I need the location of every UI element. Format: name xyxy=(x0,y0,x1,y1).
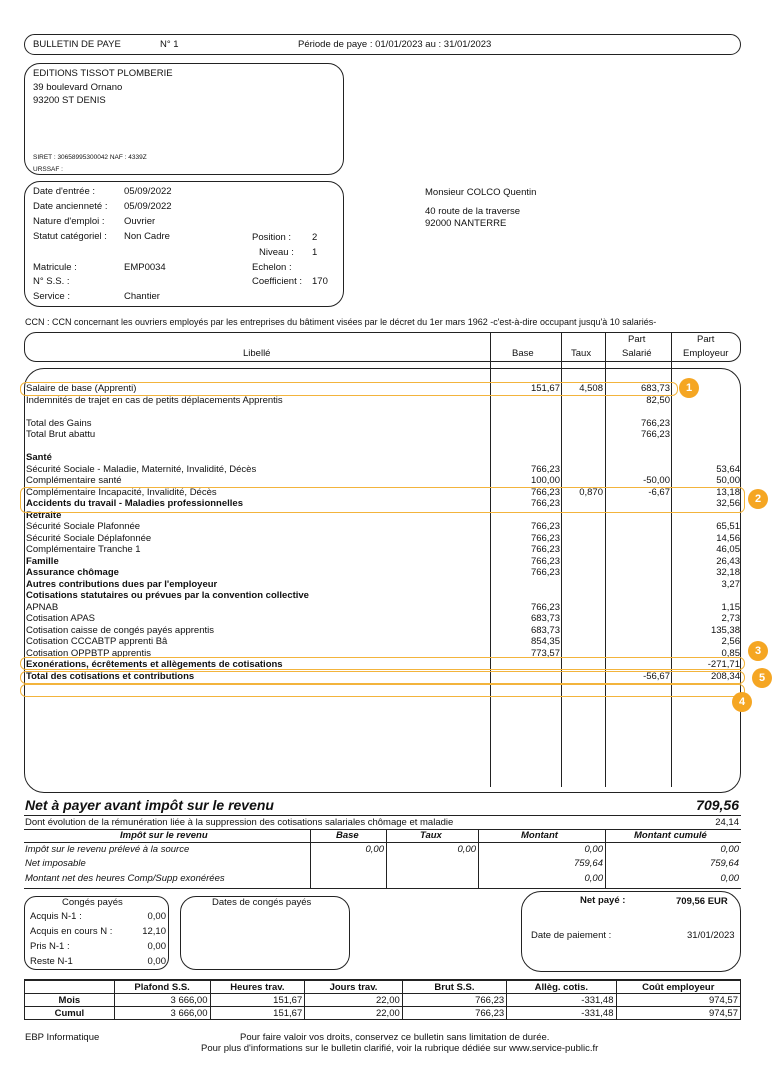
pay-line-salarie: 683,73 xyxy=(640,383,670,394)
cumul-cell: 22,00 xyxy=(305,994,403,1007)
col-taux: Taux xyxy=(571,348,592,359)
pay-line-salarie: -56,67 xyxy=(643,670,670,682)
employee-info-right-value: 1 xyxy=(312,247,318,258)
recipient-address2: 92000 NANTERRE xyxy=(425,218,507,229)
pay-line-label: Total Brut abattu xyxy=(26,429,96,440)
pay-line-label: Salaire de base (Apprenti) xyxy=(26,383,137,394)
col-base: Base xyxy=(512,348,534,359)
pay-line-base: 766,23 xyxy=(530,555,560,567)
tax-header: Montant xyxy=(521,830,558,841)
cumul-header: Jours trav. xyxy=(305,980,403,994)
conges-value: 0,00 xyxy=(147,956,166,967)
cumul-row-label: Cumul xyxy=(25,1007,115,1020)
pay-line-employeur: 14,56 xyxy=(716,532,740,544)
pay-line-salarie: 766,23 xyxy=(640,417,670,429)
employee-info-value: 05/09/2022 xyxy=(124,201,172,212)
ccn-text: CCN : CCN concernant les ouvriers employés par les entreprises du bâtiment visées par le décret du 1er mars 1962 -c'est-à-dire occupant jusqu'à 10 salariés- xyxy=(25,317,657,327)
cumul-cell: -331,48 xyxy=(507,994,616,1007)
employee-info-label: Service : xyxy=(33,291,70,302)
pay-line-label: Complémentaire Incapacité, Invalidité, Décès xyxy=(26,486,217,498)
highlight-3 xyxy=(20,657,745,670)
pay-line-base: 766,23 xyxy=(530,498,560,509)
payment-date-label: Date de paiement : xyxy=(531,930,612,941)
cumul-cell: 3 666,00 xyxy=(114,1007,210,1020)
pay-line-label: Sécurité Sociale - Maladie, Maternité, Invalidité, Décès xyxy=(26,463,257,475)
pay-line-employeur: 50,00 xyxy=(716,475,740,486)
pay-line-base: 766,23 xyxy=(530,486,560,498)
pay-line-base: 766,23 xyxy=(530,544,560,555)
net-paye-value: 709,56 EUR xyxy=(676,896,728,907)
employer-name: EDITIONS TISSOT PLOMBERIE xyxy=(33,68,173,79)
pay-line-label: Autres contributions dues par l'employeur xyxy=(26,578,218,590)
table-row xyxy=(0,533,780,545)
employee-info-value: 05/09/2022 xyxy=(124,186,172,197)
pay-line-base: 683,73 xyxy=(530,624,560,636)
tax-header: Base xyxy=(336,830,359,841)
table-row xyxy=(0,475,780,487)
net-evolution-value: 24,14 xyxy=(715,817,739,828)
cumul-cell: 151,67 xyxy=(210,1007,305,1020)
pay-line-salarie: 766,23 xyxy=(640,429,670,440)
table-row xyxy=(0,395,780,407)
tax-row-cumul: 0,00 xyxy=(720,844,739,855)
employee-info-label: Nature d'emploi : xyxy=(33,216,105,227)
table-row xyxy=(25,994,741,1007)
pay-period: Période de paye : 01/01/2023 au : 31/01/2023 xyxy=(298,39,492,50)
pay-line-label: Cotisation APAS xyxy=(26,613,96,624)
table-row xyxy=(0,441,780,453)
footer-line1: Pour faire valoir vos droits, conservez ce bulletin sans limitation de durée. xyxy=(240,1032,550,1043)
pay-line-label: Cotisations statutaires ou prévues par la convention collective xyxy=(26,590,309,601)
employee-info-box xyxy=(24,181,344,307)
pay-line-employeur: 135,38 xyxy=(710,624,740,636)
tax-row-taux: 0,00 xyxy=(457,844,476,855)
conges-label: Acquis en cours N : xyxy=(30,926,113,937)
employer-siret: SIRET : 30658995300042 NAF : 4339Z xyxy=(33,154,147,161)
employer-address1: 39 boulevard Ornano xyxy=(33,82,123,93)
conges-label: Acquis N-1 : xyxy=(30,911,82,922)
pay-line-base: 773,57 xyxy=(530,647,560,659)
cumul-header xyxy=(25,980,115,994)
col-part-employeur: Part xyxy=(697,334,715,345)
employee-info-label: Statut catégoriel : xyxy=(33,231,107,242)
tax-row-label: Montant net des heures Comp/Supp exonérées xyxy=(25,873,225,884)
employee-info-value: EMP0034 xyxy=(124,262,166,273)
tax-header: Montant cumulé xyxy=(634,830,707,841)
net-evolution-label: Dont évolution de la rémunération liée à la suppression des cotisations salariales chômage et maladie xyxy=(25,817,454,828)
footer-line2: Pour plus d'informations sur le bulletin clarifié, voir la rubrique dédiée sur www.service-public.fr xyxy=(201,1043,599,1054)
pay-line-salarie: 82,50 xyxy=(646,394,670,406)
badge-2: 2 xyxy=(748,489,768,509)
cumul-cell: 766,23 xyxy=(402,1007,506,1020)
table-row xyxy=(0,590,780,602)
pay-line-base: 683,73 xyxy=(530,613,560,624)
table-row xyxy=(0,464,780,476)
cumul-table xyxy=(24,979,741,1020)
pay-line-base: 151,67 xyxy=(530,383,560,394)
employee-info-label: N° S.S. : xyxy=(33,276,70,287)
employer-urssaf: URSSAF : xyxy=(33,166,63,173)
net-label: Net à payer avant impôt sur le revenu xyxy=(25,797,274,813)
cumul-cell: 22,00 xyxy=(305,1007,403,1020)
pay-line-employeur: 65,51 xyxy=(716,521,740,532)
pay-line-employeur: 32,18 xyxy=(716,567,740,578)
table-row xyxy=(0,625,780,637)
col-part-salarie: Part xyxy=(628,334,646,345)
pay-line-label: Complémentaire santé xyxy=(26,475,122,486)
pay-line-employeur: 26,43 xyxy=(716,555,740,567)
cumul-header: Allèg. cotis. xyxy=(507,980,616,994)
table-row xyxy=(0,406,780,418)
employee-info-right-value: 170 xyxy=(312,276,328,287)
conges-label: Reste N-1 xyxy=(30,956,73,967)
pay-line-salarie: -6,67 xyxy=(648,486,670,498)
highlight-1 xyxy=(20,382,678,396)
conges-value: 0,00 xyxy=(147,911,166,922)
pay-line-base: 766,23 xyxy=(530,463,560,475)
dates-conges-title: Dates de congés payés xyxy=(212,897,312,908)
cumul-header: Coût employeur xyxy=(616,980,740,994)
cumul-row-label: Mois xyxy=(25,994,115,1007)
pay-line-label: Cotisation CCCABTP apprenti Bâ xyxy=(26,636,168,647)
tax-row-cumul: 759,64 xyxy=(709,858,739,869)
pay-line-employeur: 0,85 xyxy=(721,647,740,659)
employee-info-right-value: 2 xyxy=(312,232,318,243)
pay-line-base: 766,23 xyxy=(530,567,560,578)
highlight-2 xyxy=(20,487,745,513)
pay-line-base: 766,23 xyxy=(530,601,560,613)
conges-label: Pris N-1 : xyxy=(30,941,70,952)
pay-line-label: Cotisation caisse de congés payés apprentis xyxy=(26,624,215,636)
tax-row-montant: 759,64 xyxy=(573,858,603,869)
conges-value: 12,10 xyxy=(142,926,166,937)
employee-info-label: Matricule : xyxy=(33,262,77,273)
tax-row-montant: 0,00 xyxy=(584,844,603,855)
footer-left: EBP Informatique xyxy=(25,1032,100,1043)
recipient-name: Monsieur COLCO Quentin xyxy=(425,187,537,198)
net-value: 709,56 xyxy=(696,797,739,813)
col-employeur: Employeur xyxy=(683,348,729,359)
table-row xyxy=(0,613,780,625)
pay-line-base: 766,23 xyxy=(530,532,560,544)
pay-line-label: Retraite xyxy=(26,509,62,521)
table-row xyxy=(0,602,780,614)
cumul-cell: 151,67 xyxy=(210,994,305,1007)
pay-line-label: Complémentaire Tranche 1 xyxy=(26,544,141,555)
badge-5: 5 xyxy=(752,668,772,688)
table-row xyxy=(0,418,780,430)
pay-line-label: Total des Gains xyxy=(26,417,92,429)
cumul-cell: -331,48 xyxy=(507,1007,616,1020)
col-salarie: Salarié xyxy=(622,348,652,359)
pay-line-employeur: 32,56 xyxy=(716,498,740,509)
table-row xyxy=(0,579,780,591)
employee-info-value: Ouvrier xyxy=(124,216,156,227)
pay-line-base: 854,35 xyxy=(530,636,560,647)
pay-line-employeur: 46,05 xyxy=(716,544,740,555)
pay-line-employeur: 1,15 xyxy=(721,601,740,613)
employee-info-value: Non Cadre xyxy=(124,231,170,242)
cumul-header: Plafond S.S. xyxy=(114,980,210,994)
table-row xyxy=(25,1007,741,1020)
conges-title: Congés payés xyxy=(62,897,123,908)
table-row xyxy=(0,544,780,556)
pay-line-base: 766,23 xyxy=(530,521,560,532)
pay-line-taux: 0,870 xyxy=(579,486,603,498)
highlight-4 xyxy=(20,684,745,697)
pay-line-taux: 4,508 xyxy=(579,383,603,394)
table-row xyxy=(0,567,780,579)
pay-line-label: Sécurité Sociale Déplafonnée xyxy=(26,532,152,544)
bulletin-number: N° 1 xyxy=(160,39,179,50)
tax-row-montant: 0,00 xyxy=(584,873,603,884)
pay-line-employeur: 2,73 xyxy=(721,613,740,624)
employee-info-label: Date d'entrée : xyxy=(33,186,96,197)
pay-line-label: Sécurité Sociale Plafonnée xyxy=(26,521,141,532)
pay-line-label: Famille xyxy=(26,555,59,567)
highlight-5 xyxy=(20,671,745,684)
employee-info-right-label: Echelon : xyxy=(252,262,292,273)
tax-header: Taux xyxy=(420,830,442,841)
conges-value: 0,00 xyxy=(147,941,166,952)
pay-line-employeur: 208,34 xyxy=(710,670,740,682)
employee-info-label: Date ancienneté : xyxy=(33,201,108,212)
table-row xyxy=(0,429,780,441)
document-title: BULLETIN DE PAYE xyxy=(33,39,121,50)
pay-line-label: APNAB xyxy=(26,601,59,613)
badge-4: 4 xyxy=(732,692,752,712)
payment-date-value: 31/01/2023 xyxy=(687,930,735,941)
cumul-header: Brut S.S. xyxy=(402,980,506,994)
pay-line-label: Assurance chômage xyxy=(26,567,119,578)
net-paye-label: Net payé : xyxy=(580,895,626,906)
table-row xyxy=(0,556,780,568)
pay-line-base: 100,00 xyxy=(530,475,560,486)
tax-row-base: 0,00 xyxy=(365,844,384,855)
pay-line-salarie: -50,00 xyxy=(643,475,670,486)
cumul-header: Heures trav. xyxy=(210,980,305,994)
pay-line-employeur: -271,71 xyxy=(707,659,740,670)
tax-row-label: Net imposable xyxy=(25,858,86,869)
pay-line-label: Santé xyxy=(26,452,52,463)
recipient-address1: 40 route de la traverse xyxy=(425,206,521,217)
employee-info-right-label: Coefficient : xyxy=(252,276,302,287)
pay-line-label: Total des cotisations et contributions xyxy=(26,670,195,682)
cumul-cell: 3 666,00 xyxy=(114,994,210,1007)
tax-header: Impôt sur le revenu xyxy=(120,830,208,841)
table-row xyxy=(0,521,780,533)
tax-row-cumul: 0,00 xyxy=(720,873,739,884)
badge-3: 3 xyxy=(748,641,768,661)
pay-line-label: Accidents du travail - Maladies professionnelles xyxy=(26,498,243,509)
cumul-cell: 974,57 xyxy=(616,994,740,1007)
employee-info-value: Chantier xyxy=(124,291,160,302)
pay-line-label: Indemnités de trajet en cas de petits déplacements Apprentis xyxy=(26,394,283,406)
badge-1: 1 xyxy=(679,378,699,398)
pay-line-employeur: 2,56 xyxy=(721,636,740,647)
pay-line-employeur: 13,18 xyxy=(716,486,740,498)
table-row xyxy=(0,636,780,648)
pay-line-label: Cotisation OPPBTP apprentis xyxy=(26,647,151,659)
pay-line-label: Exonérations, écrêtements et allègements de cotisations xyxy=(26,659,283,670)
table-row xyxy=(0,452,780,464)
tax-row-label: Impôt sur le revenu prélevé à la source xyxy=(25,844,190,855)
employee-info-right-label: Position : xyxy=(252,232,292,243)
col-libelle: Libellé xyxy=(243,348,271,359)
pay-line-employeur: 3,27 xyxy=(721,578,740,590)
employer-address2: 93200 ST DENIS xyxy=(33,95,106,106)
employee-info-right-label: Niveau : xyxy=(259,247,294,258)
pay-line-employeur: 53,64 xyxy=(716,463,740,475)
cumul-cell: 974,57 xyxy=(616,1007,740,1020)
cumul-cell: 766,23 xyxy=(402,994,506,1007)
